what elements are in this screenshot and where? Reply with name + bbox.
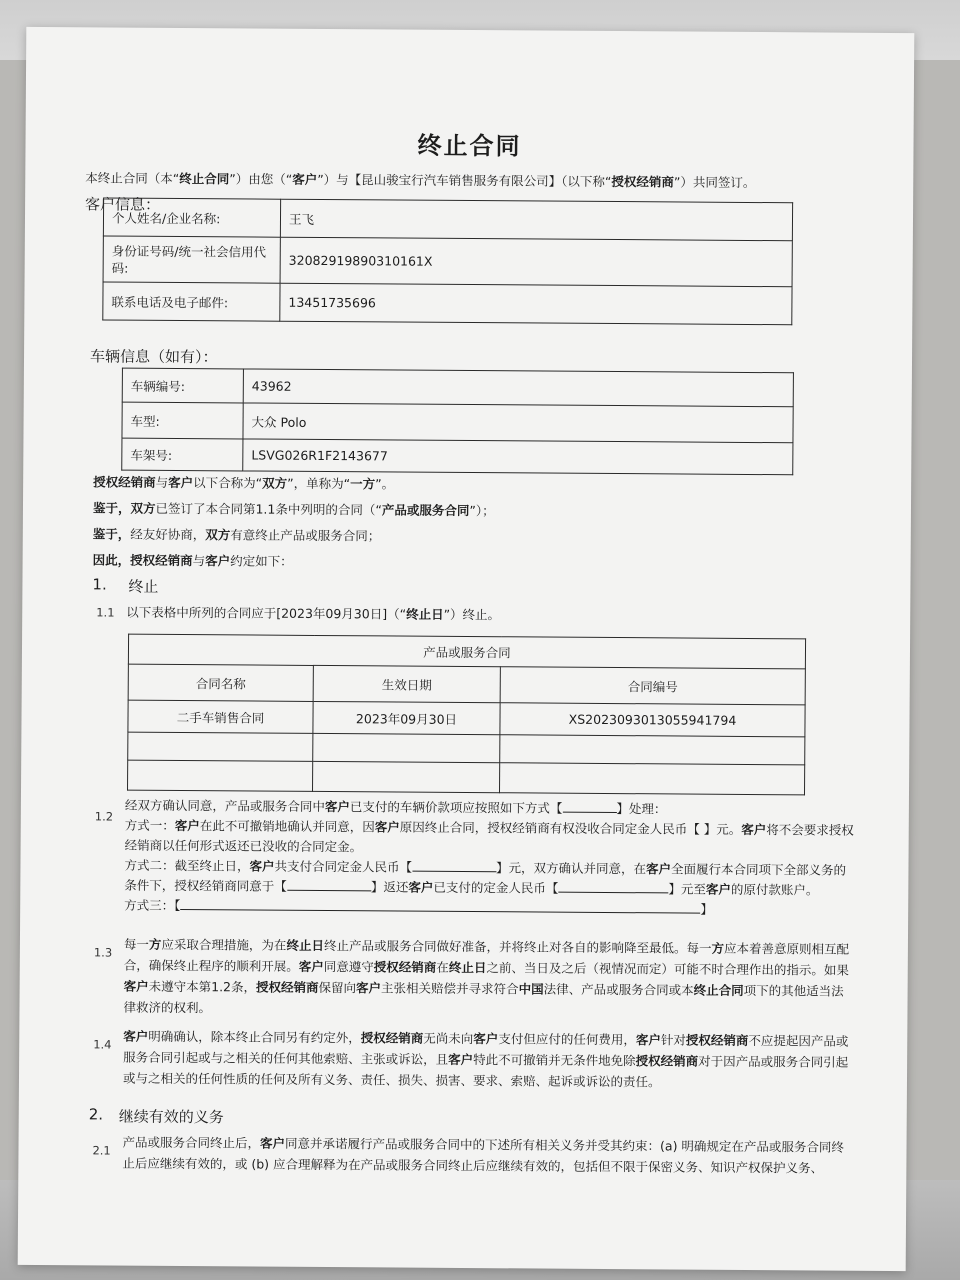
clause-1-3-number: 1.3 — [93, 945, 113, 960]
vehicle-row-number — [122, 368, 793, 407]
c13-p: 授权经销商 — [255, 979, 319, 995]
c13-k: 在 — [436, 959, 449, 975]
c13-n: 客户 — [123, 978, 149, 994]
contracts-header-name: 合同名称 — [128, 664, 313, 701]
c12-m3b: 】 — [700, 901, 714, 917]
c13-l: 终止日 — [448, 959, 487, 976]
customer-name-label: 个人姓名/企业名称: — [103, 198, 280, 237]
c12-m2e: 客户 — [645, 861, 672, 877]
customer-info-heading: 客户信息： — [85, 195, 161, 214]
recital-2 — [93, 499, 495, 519]
refund-blank — [558, 892, 668, 894]
c13-j: 授权经销商 — [373, 959, 437, 975]
r3-t2: 有意终止产品或服务合同； — [230, 527, 381, 544]
c14-j: 不应提起因产品或服务合同引起或与之相关的任何其他索赔、主张或诉讼，且 — [123, 1032, 849, 1067]
c21-a: 产品或服务合同终止后， — [122, 1134, 261, 1151]
c21-b: 客户 — [260, 1135, 286, 1151]
contracts-cell — [499, 763, 804, 795]
contracts-cell — [313, 761, 500, 792]
c12-m2j: 】元至 — [668, 881, 706, 897]
customer-info-table — [102, 197, 793, 325]
intro-line — [85, 169, 755, 191]
vehicle-info-table — [121, 368, 794, 476]
r1-t2: 以下合称为“ — [193, 475, 263, 491]
c13-e: 终止产品或服务合同做好准备，并将终止对各自的影响降至最低。每一 — [323, 938, 712, 956]
clause-1-1 — [126, 604, 500, 624]
clause-1-3 — [123, 934, 854, 1023]
clause-2-1-number: 2.1 — [92, 1143, 111, 1158]
c14-a: 客户 — [123, 1028, 149, 1044]
contracts-caption: 产品或服务合同 — [128, 634, 805, 669]
c12-m3a: 方式三：【 — [124, 897, 181, 914]
method-2 — [124, 856, 854, 901]
method-3-blank — [180, 909, 700, 914]
vehicle-info-heading: 车辆信息（如有）： — [89, 347, 218, 367]
r2-b3: 产品或服务合同 — [381, 502, 470, 519]
r2-b2: 双方 — [130, 500, 156, 516]
c12-m2f: 全面履行本合同项下全部义务的条件下，授权经销商同意于【 — [124, 861, 847, 894]
r2-t2: ”）； — [469, 503, 495, 519]
intro-text-2: ”）由您（“ — [229, 171, 293, 187]
c13-g: 应本着善意原则相互配合，确保终止程序的顺利开展。 — [123, 940, 850, 974]
contracts-row — [128, 700, 805, 737]
c12-m2h: 客户 — [408, 879, 434, 895]
contracts-header-date: 生效日期 — [313, 665, 500, 702]
r4-t2: 约定如下： — [230, 553, 293, 569]
r3-b2: 双方 — [205, 527, 231, 543]
c12-m2a: 方式二：截至终止日， — [124, 857, 250, 874]
c21-c: 同意并承诺履行产品或服务合同中的下述所有相关义务并受其约束：(a) 明确规定在产品或服务合同终止后应继续有效的，或 (b) 应合理解释为在产品或服务合同终止后应继续有效的，包括但不限于保密义务、知识产权保护义务、 — [122, 1135, 845, 1176]
vehicle-row-vin — [122, 438, 793, 475]
clause-1-2-number: 1.2 — [94, 809, 114, 824]
c12-l1b: 客户 — [324, 799, 350, 815]
c14-f: 支付但应付的任何费用， — [498, 1031, 636, 1048]
c12-m1d: 客户 — [374, 819, 400, 835]
c13-s: 主张相关赔偿并寻求符合 — [381, 980, 519, 997]
deposit-blank — [412, 871, 496, 873]
customer-contact-label: 联系电话及电子邮件: — [103, 282, 280, 321]
r1-t3: ”，单称为“ — [287, 475, 351, 492]
c13-i: 同意遵守 — [323, 959, 374, 975]
customer-row-contact — [103, 282, 792, 325]
c12-l1a: 经双方确认同意，产品或服务合同中 — [124, 797, 325, 815]
c13-r: 客户 — [356, 980, 382, 996]
c12-m1c: 在此不可撤销地确认并同意，因 — [199, 818, 375, 835]
c13-v: 终止合同 — [693, 982, 744, 998]
r1-b1: 授权经销商 — [93, 474, 156, 490]
c14-e: 客户 — [473, 1031, 499, 1047]
r3-t1: 经友好协商， — [130, 526, 206, 543]
c14-d: 无尚未向 — [423, 1030, 474, 1047]
recital-3 — [93, 525, 381, 544]
vehicle-number-label: 车辆编号: — [122, 368, 243, 403]
c14-n: 对于因产品或服务合同引起或与之相关的任何性质的任何及所有义务、责任、损失、损害、要求、索赔、起诉或诉讼的责任。 — [122, 1053, 849, 1090]
clause-1-1-number: 1.1 — [96, 605, 115, 620]
contracts-cell: 二手车销售合同 — [128, 700, 313, 733]
c12-m1a: 方式一： — [124, 817, 175, 833]
c13-b: 方 — [148, 936, 162, 952]
c13-d: 终止日 — [286, 937, 325, 954]
c12-m2l: 的原付款账户。 — [730, 881, 819, 898]
c12-m1b: 客户 — [174, 817, 200, 834]
c11-t1: 以下表格中所列的合同应于[2023年09月30日]（“ — [126, 604, 407, 622]
contracts-header-row — [128, 664, 805, 705]
vehicle-number-value: 43962 — [243, 369, 793, 407]
c14-c: 授权经销商 — [360, 1030, 424, 1046]
c12-m2c: 共支付合同定金人民币【 — [274, 858, 413, 875]
r1-t4: ”。 — [375, 476, 395, 492]
section-2-number: 2. — [88, 1105, 104, 1124]
r2-b1: 鉴于， — [92, 500, 131, 516]
intro-text-1: 本终止合同（本“ — [85, 170, 180, 186]
c14-b: 明确确认，除本终止合同另有约定外， — [148, 1028, 361, 1046]
c12-m1g: 将不会要求授权经销商以任何形式返还已没收的合同定金。 — [124, 822, 854, 855]
intro-bold-1: 终止合同 — [179, 170, 230, 187]
r4-b2: 授权经销商 — [130, 552, 193, 569]
c12-m2d: 】元，双方确认并同意，在 — [495, 860, 647, 877]
intro-text-3: ”）与【昆山骏宝行汽车销售服务有限公司】（以下称“ — [317, 171, 612, 190]
contracts-cell: XS2023093013055941794 — [500, 703, 805, 737]
customer-name-value: 王飞 — [280, 199, 792, 241]
contracts-cell — [128, 732, 313, 761]
vehicle-vin-label: 车架号: — [122, 438, 243, 471]
contracts-table — [127, 634, 806, 796]
intro-text-4: ”）共同签订。 — [673, 174, 756, 191]
r4-t1: 与 — [192, 553, 206, 569]
contracts-cell — [500, 735, 805, 765]
section-1-title: 终止 — [128, 577, 159, 596]
vehicle-row-model — [122, 402, 793, 443]
r4-b1: 因此， — [92, 552, 131, 568]
customer-row-name — [103, 198, 792, 241]
c12-m1e: 原因终止合同，授权经销商有权没收合同定金人民币【 】元。 — [399, 819, 742, 837]
c13-c: 应采取合理措施，为在 — [161, 936, 287, 953]
clause-1-4-number: 1.4 — [93, 1037, 112, 1052]
c14-k: 客户 — [448, 1051, 474, 1068]
section-1-number: 1. — [92, 575, 107, 594]
contracts-cell — [128, 760, 313, 791]
c12-m1f: 客户 — [741, 821, 767, 838]
c13-f: 方 — [711, 940, 725, 956]
c12-m2g: 】返还 — [370, 879, 409, 895]
c13-a: 每一 — [123, 936, 149, 952]
c14-g: 客户 — [635, 1032, 661, 1048]
contracts-cell: 2023年09月30日 — [313, 701, 500, 734]
contracts-caption-row — [128, 634, 805, 669]
c11-t2: ”）终止。 — [443, 606, 501, 623]
c13-u: 法律、产品或服务合同或本 — [543, 981, 694, 998]
vehicle-vin-value: LSVG026R1F2143677 — [243, 439, 793, 475]
r4-b3: 客户 — [205, 553, 231, 569]
r1-t1: 与 — [155, 474, 169, 490]
c13-q: 保留向 — [318, 979, 357, 996]
c14-m: 授权经销商 — [635, 1053, 699, 1069]
r2-t1: 已签订了本合同第1.1条中列明的合同（“ — [155, 500, 382, 518]
c12-l1d: 】处理： — [616, 801, 667, 817]
r3-b1: 鉴于， — [92, 526, 131, 542]
customer-row-id — [103, 236, 792, 287]
r1-b3: 双方 — [262, 475, 288, 491]
c13-t: 中国 — [518, 981, 544, 997]
section-2-title: 继续有效的义务 — [118, 1107, 224, 1127]
c11-b1: 终止日 — [406, 606, 444, 622]
date-blank — [287, 890, 371, 892]
contracts-row — [128, 760, 805, 795]
clause-1-2 — [124, 796, 855, 921]
clause-2-1 — [122, 1132, 852, 1179]
c13-m: 之前、当日及之后（视情况而定）可能不时合理作出的指示。如果 — [486, 960, 849, 978]
c12-m2b: 客户 — [249, 858, 275, 874]
c14-l: 特此不可撤销并无条件地免除 — [473, 1052, 636, 1069]
c12-l1c: 已支付的车辆价款项应按照如下方式【 — [349, 799, 563, 816]
c12-m2i: 已支付的定金人民币【 — [433, 879, 559, 896]
intro-bold-2: 客户 — [292, 171, 318, 187]
clause-1-4 — [123, 1026, 853, 1094]
method-1 — [125, 816, 855, 861]
vehicle-model-value: 大众 Polo — [243, 403, 793, 443]
c13-o: 未遵守本第1.2条， — [148, 978, 257, 995]
c14-i: 授权经销商 — [685, 1032, 749, 1048]
contracts-header-number: 合同编号 — [500, 667, 805, 705]
c12-m2k: 客户 — [705, 881, 731, 897]
c13-w: 项下的其他适当法律救济的权利。 — [123, 982, 844, 1016]
customer-contact-value: 13451735696 — [280, 283, 792, 325]
recital-4 — [93, 551, 293, 569]
contracts-cell — [313, 733, 500, 762]
intro-bold-3: 授权经销商 — [611, 174, 675, 190]
document-title: 终止合同 — [417, 131, 522, 161]
document-page — [18, 27, 915, 1271]
recital-1 — [93, 473, 394, 492]
r1-b4: 一方 — [350, 476, 376, 492]
method-blank — [562, 812, 616, 813]
c13-h: 客户 — [298, 958, 324, 975]
c14-h: 针对 — [660, 1032, 686, 1048]
r1-b2: 客户 — [168, 474, 194, 491]
customer-id-value: 32082919890310161X — [280, 237, 792, 287]
vehicle-model-label: 车型: — [122, 402, 243, 439]
customer-id-label: 身份证号码/统一社会信用代码: — [103, 236, 280, 283]
